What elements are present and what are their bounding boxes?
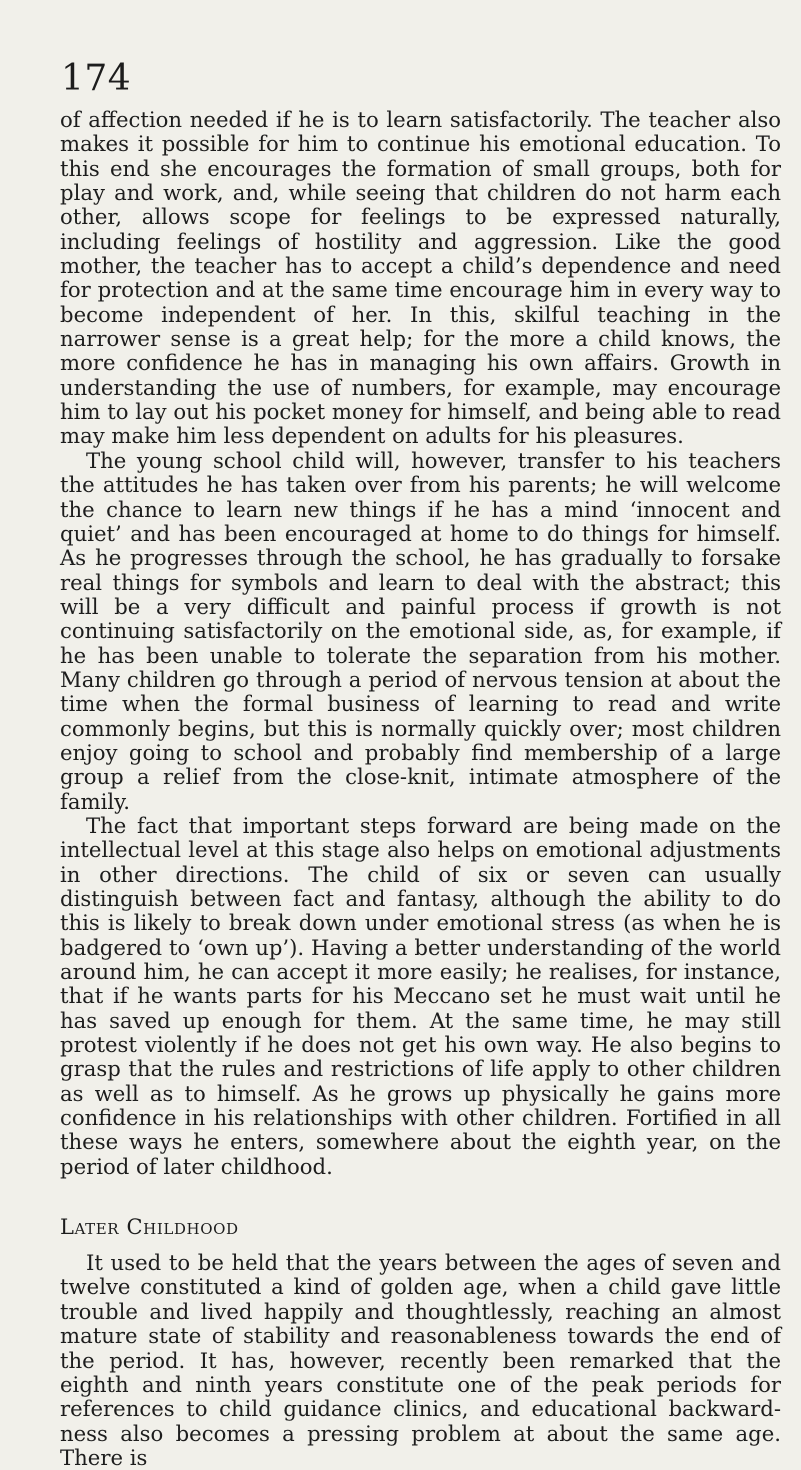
paragraph-1: of affection needed if he is to learn satisfactorily. The teacher also makes it possible for him to continue his emotional education. To this end she encourages the formation of small groups, both for play and work, and, while seeing that children do not harm each other, allows scope for feelings to be expressed naturally, including feelings of hostility and aggression. Like the good mother, the teacher has to accept a child’s dependence and need for protection and at the same time encourage him in every way to become independent of her. In this, skilful teaching in the narrower sense is a great help; for the more a child knows, the more confidence he has in managing his own affairs. Growth in understanding the use of numbers, for example, may encourage him to lay out his pocket money for himself, and being able to read may make him less dependent on adults for his pleasures. [60, 107, 781, 449]
paragraph-2: The young school child will, however, transfer to his teachers the attitudes he has taken over from his parents; he will welcome the chance to learn new things if he has a mind ‘innocent and quiet’ and has been encouraged at home to do things for himself. As he progresses through the school, he has gradually to forsake real things for symbols and learn to deal with the abstract; this will be a very difficult and painful process if growth is not continuing satisfactorily on the emotional side, as, for example, if he has been unable to tolerate the separation from his mother. Many children go through a period of nervous tension at about the time when the formal business of learning to read and write commonly begins, but this is normally quickly over; most children enjoy going to school and probably find membership of a large group a relief from the close-knit, intimate atmosphere of the family. [60, 447, 781, 814]
paragraph-3: The fact that important steps forward are being made on the intellectual level at this stage also helps on emotional adjustments in other directions. The child of six or seven can usually distinguish between fact and fantasy, although the ability to do this is likely to break down under emotional stress (as when he is badgered to ‘own up’). Having a better understanding of the world around him, he can accept it more easily; he realises, for instance, that if he wants parts for his Meccano set he must wait until he has saved up enough for them. At the same time, he may still protest violently if he does not get his own way. He also begins to grasp that the rules and restrictions of life apply to other children as well as to himself. As he grows up physically he gains more confidence in his relationships with other children. Fortified in all these ways he enters, somewhere about the eighth year, on the period of later childhood. [60, 812, 781, 1179]
section-heading: Later Childhood [60, 1215, 239, 1240]
page-number: 174 [61, 58, 132, 99]
body-text [60, 108, 781, 1470]
section-paragraph-1: It used to be held that the years between the ages of seven and twelve constituted a kind of golden age, when a child gave little trouble and lived happily and thoughtlessly, reaching an almost mature state of stability and reasonableness towards the end of the period. It has, however, recently been remarked that the eighth and ninth years constitute one of the peak periods for references to child guidance clinics, and educational backward-ness also becomes a pressing problem at about the same age. There is [60, 1250, 781, 1470]
